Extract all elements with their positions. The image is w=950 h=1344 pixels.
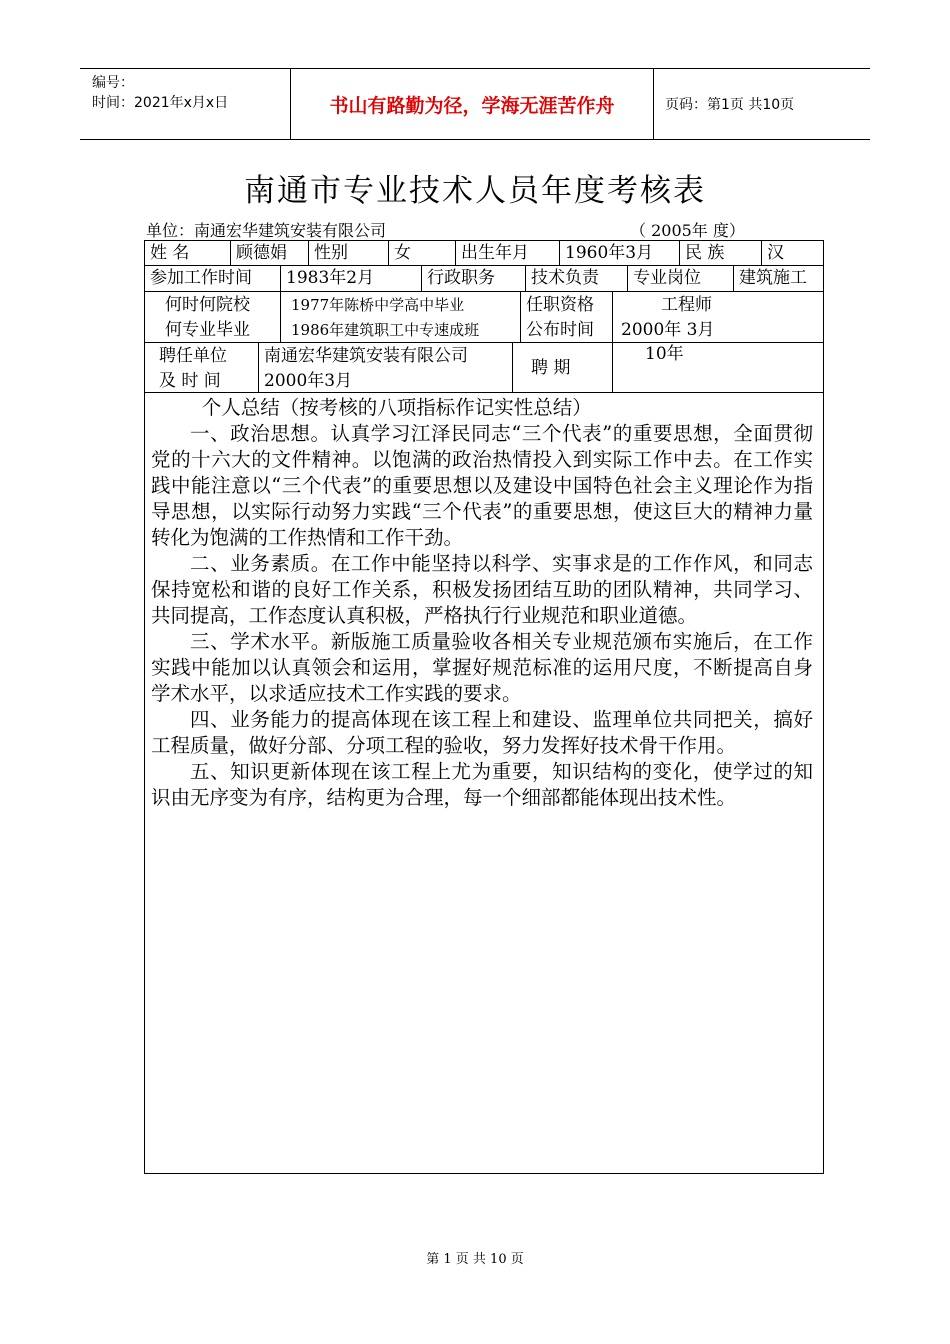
work-start-value: 1983年2月 — [280, 266, 421, 291]
assessment-form — [144, 240, 824, 1174]
term-value: 10年 — [612, 343, 823, 392]
header-motto-box — [290, 69, 654, 139]
page-footer: 第 1 页 共 10 页 — [426, 1252, 524, 1267]
specialty-label: 专业岗位 — [627, 266, 733, 291]
work-start-label: 参加工作时间 — [150, 268, 252, 288]
time-label: 时间：2021年x月x日 — [92, 95, 229, 111]
employ-date: 2000年3月 — [264, 371, 353, 391]
qualification-label — [520, 292, 612, 342]
form-row-basic — [145, 241, 823, 266]
birth-label: 出生年月 — [455, 241, 559, 265]
number-label: 编号： — [92, 75, 134, 91]
employ-unit: 南通宏华建筑安装有限公司 — [264, 346, 468, 366]
summary-heading: 个人总结（按考核的八项指标作记实性总结） — [201, 396, 592, 419]
personal-summary — [145, 393, 823, 811]
birth-value: 1960年3月 — [559, 241, 679, 265]
page-header — [80, 68, 870, 140]
admin-post-value: 技术负责 — [525, 266, 627, 291]
school-label-line1: 何时何院校 — [165, 295, 250, 315]
page-indicator: 页码：第1页 共10页 — [665, 97, 795, 113]
gender-label: 性别 — [308, 241, 388, 265]
name-label: 姓 名 — [150, 243, 190, 263]
header-motto: 书山有路勤为径，学海无涯苦作舟 — [329, 94, 615, 117]
admin-post-label: 行政职务 — [421, 266, 525, 291]
employ-label — [145, 343, 258, 392]
summary-paragraph-4: 四、业务能力的提高体现在该工程上和建设、监理单位共同把关，搞好工程质量，做好分部、分项工程的验收，努力发挥好技术骨干作用。 — [151, 708, 813, 757]
school-label — [145, 292, 280, 342]
employ-value — [258, 343, 512, 392]
qualification-label-line2: 公布时间 — [526, 320, 594, 340]
school-value — [280, 292, 520, 342]
term-label: 聘 期 — [512, 343, 612, 392]
summary-paragraph-3: 三、学术水平。新版施工质量验收各相关专业规范颁布实施后，在工作实践中能加以认真领会和运用，掌握好规范标准的运用尺度，不断提高自身学术水平，以求适应技术工作实践的要求。 — [151, 630, 813, 705]
document-title: 南通市专业技术人员年度考核表 — [244, 173, 706, 209]
school-value-line1: 1977年陈桥中学高中毕业 — [291, 296, 465, 314]
employ-label-line1: 聘任单位 — [159, 346, 227, 366]
qualification-title: 工程师 — [661, 295, 712, 315]
school-label-line2: 何专业毕业 — [165, 320, 250, 340]
gender-value: 女 — [388, 241, 455, 265]
qualification-value — [612, 292, 823, 342]
summary-paragraph-1: 一、政治思想。认真学习江泽民同志“三个代表”的重要思想，全面贯彻党的十六大的文件精神。以饱满的政治热情投入到实际工作中去。在工作实践中能注意以“三个代表”的重要思想以及建设中国特色社会主义理论作为指导思想，以实际行动努力实践“三个代表”的重要思想，使这巨大的精神力量转化为饱满的工作热情和工作干劲。 — [151, 422, 813, 549]
form-row-work — [145, 266, 823, 292]
assessment-year: （ 2005年 度） — [630, 221, 745, 240]
unit-name: 单位：南通宏华建筑安装有限公司 — [146, 221, 387, 240]
summary-paragraph-2: 二、业务素质。在工作中能坚持以科学、实事求是的工作作风，和同志保持宽松和谐的良好工作关系，积极发扬团结互助的团队精神，共同学习、共同提高，工作态度认真积极，严格执行行业规范和职业道德。 — [151, 552, 813, 627]
qualification-date: 2000年 3月 — [621, 320, 715, 340]
summary-paragraph-5: 五、知识更新体现在该工程上尤为重要，知识结构的变化，使学过的知识由无序变为有序，结构更为合理，每一个细部都能体现出技术性。 — [151, 760, 813, 809]
employ-label-line2: 及 时 间 — [159, 371, 221, 391]
qualification-label-line1: 任职资格 — [526, 295, 594, 315]
ethnic-value: 汉 — [761, 241, 823, 265]
name-value: 顾德娟 — [230, 241, 308, 265]
school-value-line2: 1986年建筑职工中专速成班 — [291, 321, 480, 339]
form-row-employment — [145, 343, 823, 393]
ethnic-label: 民 族 — [679, 241, 761, 265]
unit-line — [146, 218, 824, 240]
specialty-value: 建筑施工 — [733, 266, 823, 291]
form-row-education — [145, 292, 823, 343]
header-meta — [92, 73, 228, 113]
